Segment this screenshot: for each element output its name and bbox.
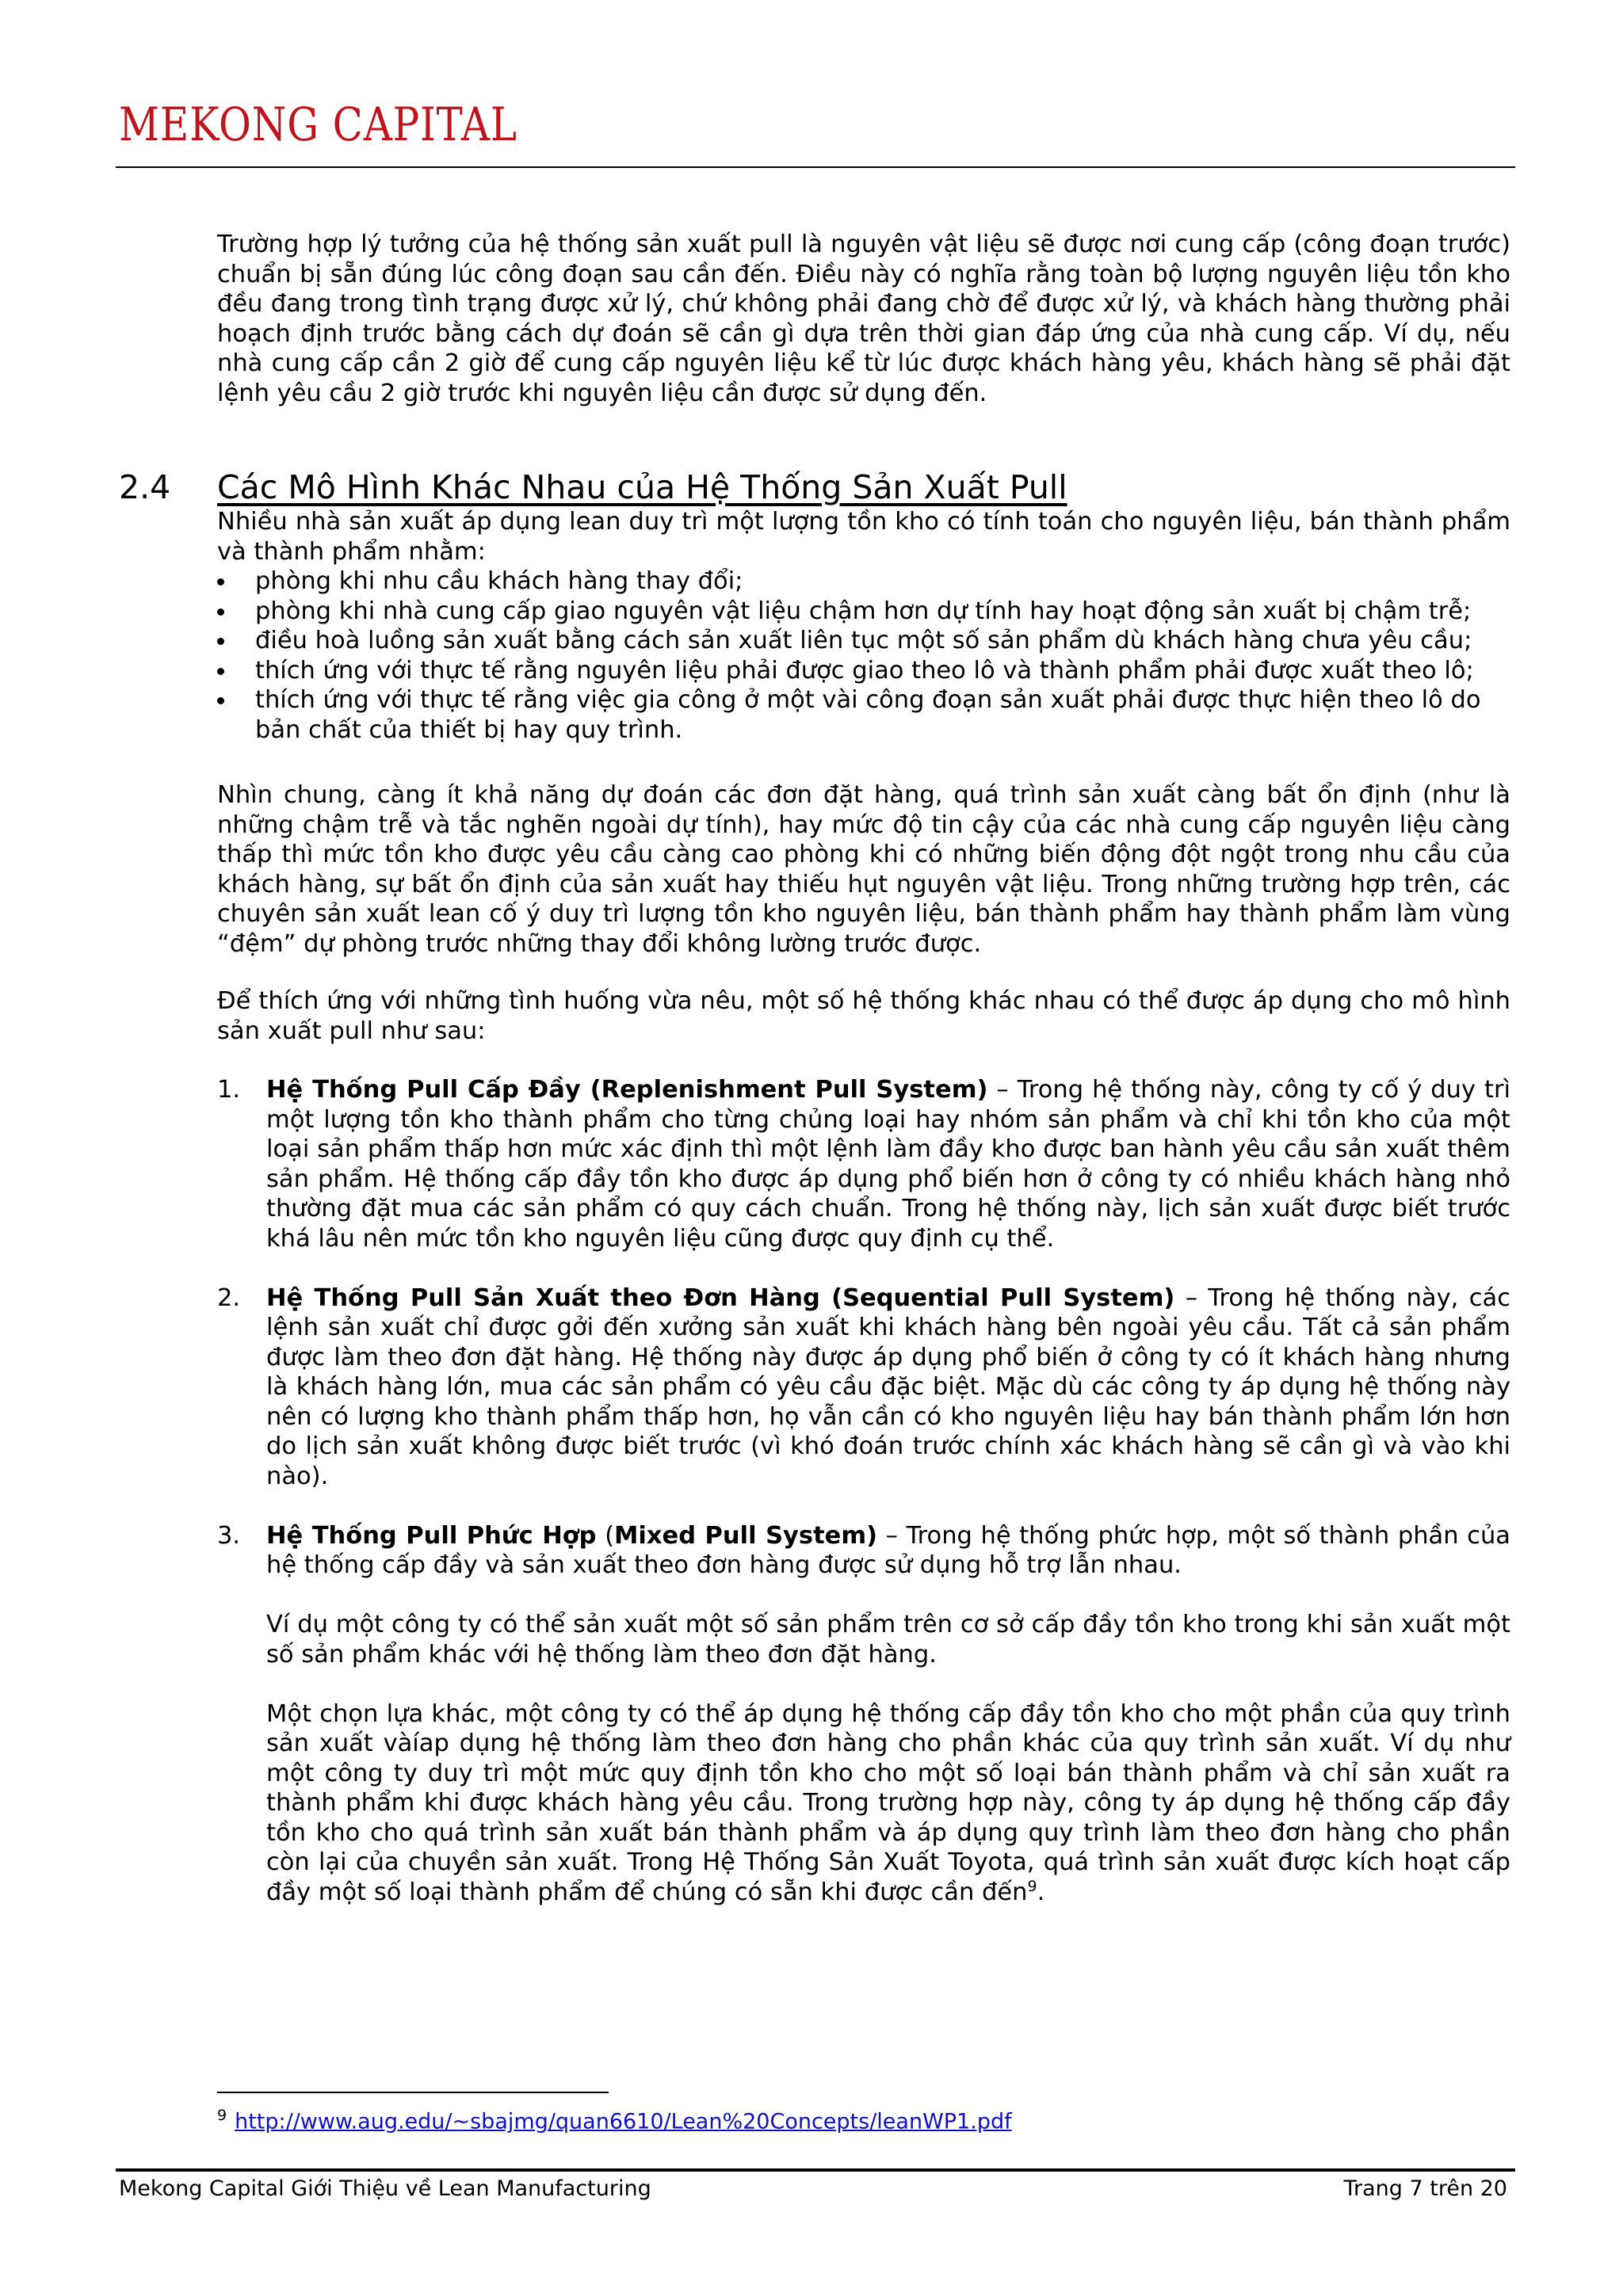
list-item-text: điều hoà luồng sản xuất bằng cách sản xuất liên tục một số sản phẩm dù khách hàng chưa yêu cầu; (255, 627, 1472, 654)
pull-systems-list (217, 1075, 1510, 1937)
footnote-reference[interactable]: 9 (1027, 1877, 1037, 1895)
adapt-paragraph-text: Để thích ứng với những tình huống vừa nêu, một số hệ thống khác nhau có thể được áp dụng cho mô hình sản xuất pull như sau: (217, 987, 1510, 1045)
reasons-list (217, 566, 1510, 745)
item-title: Hệ Thống Pull Sản Xuất theo Đơn Hàng (Sequential Pull System) (266, 1283, 1175, 1312)
footer-divider (116, 2168, 1515, 2172)
section-lead-text: Nhiều nhà sản xuất áp dụng lean duy trì một lượng tồn kho có tính toán cho nguyên liệu, bán thành phẩm và thành phẩm nhằm: (217, 508, 1510, 566)
item-paren: ( (596, 1521, 615, 1550)
footnote-mark: 9 (217, 2107, 227, 2124)
intro-paragraph (217, 230, 1510, 408)
item-body (266, 1075, 1510, 1253)
list-item (217, 597, 1510, 627)
list-item (217, 626, 1510, 656)
bullet-icon (217, 697, 224, 704)
header-divider (116, 166, 1515, 168)
general-paragraph-text: Nhìn chung, càng ít khả năng dự đoán các đơn đặt hàng, quá trình sản xuất càng bất ổn định (như là những chậm trễ và tắc nghẽn ngoài dự tính), hay mức độ tin cậy của các nhà cung cấp nguyên liệu càng thấp thì mức tồn kho được yêu cầu càng cao phòng khi có những biến động đột ngột trong nhu cầu của khách hàng, sự bất ổn định của sản xuất hay thiếu hụt nguyên vật liệu. Trong những trường hợp trên, các chuyên sản xuất lean cố ý duy trì lượng tồn kho nguyên liệu, bán thành phẩm hay thành phẩm làm vùng “đệm” dự phòng trước những thay đổi không lường trước được. (217, 781, 1510, 958)
item-sub-paragraph-2 (266, 1699, 1510, 1908)
item-title-english: Mixed Pull System) (614, 1521, 878, 1550)
list-item-text: thích ứng với thực tế rằng nguyên liệu phải được giao theo lô và thành phẩm phải được xuất theo lô; (255, 656, 1474, 685)
bullet-icon (217, 608, 224, 616)
item-text: – Trong hệ thống phức hợp, một số thành phần của hệ thống cấp đầy và sản xuất theo đơn hàng được sử dụng hỗ trợ lẫn nhau. (266, 1521, 1510, 1579)
section-number: 2.4 (119, 468, 171, 506)
numbered-item-replenishment (217, 1075, 1510, 1253)
item-title: Hệ Thống Pull Phức Hợp (266, 1521, 597, 1550)
item-body (266, 1521, 1510, 1581)
footnote-link[interactable]: http://www.aug.edu/~sbajmg/quan6610/Lean%20Concepts/leanWP1.pdf (235, 2109, 1012, 2134)
list-item-text: phòng khi nhu cầu khách hàng thay đổi; (255, 567, 743, 595)
bullet-icon (217, 668, 224, 675)
adapt-paragraph (217, 986, 1510, 1046)
bullet-icon (217, 638, 224, 645)
item-number: 3. (217, 1521, 241, 1550)
item-sub-end: . (1037, 1878, 1045, 1906)
intro-paragraph-text: Trường hợp lý tưởng của hệ thống sản xuất pull là nguyên vật liệu sẽ được nơi cung cấp (công đoạn trước) chuẩn bị sẵn đúng lúc công đoạn sau cần đến. Điều này có nghĩa rằng toàn bộ lượng nguyên liệu tồn kho đều đang trong tình trạng được xử lý, chứ không phải đang chờ để được xử lý, và khách hàng thường phải hoạch định trước bằng cách dự đoán sẽ cần gì dựa trên thời gian đáp ứng của nhà cung cấp. Ví dụ, nếu nhà cung cấp cần 2 giờ để cung cấp nguyên liệu kể từ lúc được khách hàng yêu, khách hàng sẽ phải đặt lệnh yêu cầu 2 giờ trước khi nguyên liệu cần được sử dụng đến. (217, 231, 1510, 407)
section-title: Các Mô Hình Khác Nhau của Hệ Thống Sản Xuất Pull (217, 468, 1067, 506)
item-sub-text: Một chọn lựa khác, một công ty có thể áp dụng hệ thống cấp đầy tồn kho cho một phần của quy trình sản xuất vàíap dụng hệ thống làm theo đơn hàng cho phần khác của quy trình sản xuất. Ví dụ như một công ty duy trì một mức quy định tồn kho cho một số loại bán thành phẩm và chỉ sản xuất ra thành phẩm khi được khách hàng yêu cầu. Trong trường hợp này, công ty áp dụng hệ thống cấp đầy tồn kho cho quá trình sản xuất bán thành phẩm và áp dụng quy trình làm theo đơn hàng cho phần còn lại của chuyền sản xuất. Trong Hệ Thống Sản Xuất Toyota, quá trình sản xuất được kích hoạt cấp đầy một số loại thành phẩm để chúng có sẵn khi được cần đến (266, 1699, 1510, 1906)
footer-title: Mekong Capital Giới Thiệu về Lean Manufacturing (119, 2176, 651, 2201)
bullet-icon (217, 578, 224, 585)
section-lead (217, 507, 1510, 566)
list-item-text: phòng khi nhà cung cấp giao nguyên vật liệu chậm hơn dự tính hay hoạt động sản xuất bị chậm trễ; (255, 597, 1472, 625)
page-number: Trang 7 trên 20 (1343, 2176, 1507, 2201)
item-text: – Trong hệ thống này, các lệnh sản xuất chỉ được gởi đến xưởng sản xuất khi khách hàng bên ngoài yêu cầu. Tất cả sản phẩm được làm theo đơn đặt hàng. Hệ thống này được áp dụng phổ biến ở công ty có ít khách hàng nhưng là khách hàng lớn, mua các sản phẩm có yêu cầu đặc biệt. Mặc dù các công ty áp dụng hệ thống này nên có lượng kho thành phẩm thấp hơn, họ vẫn cần có kho nguyên liệu hay bán thành phẩm lớn hơn do lịch sản xuất không được biết trước (vì khó đoán trước chính xác khách hàng sẽ cần gì và vào khi nào). (266, 1283, 1510, 1490)
footnote-divider (217, 2092, 609, 2093)
list-item (217, 566, 1510, 597)
footnote (217, 2101, 1012, 2136)
numbered-item-sequential (217, 1283, 1510, 1492)
item-text: – Trong hệ thống này, công ty cố ý duy trì một lượng tồn kho thành phẩm cho từng chủng loại hay nhóm sản phẩm và chỉ khi tồn kho của một loại sản phẩm thấp hơn mức xác định thì một lệnh làm đầy kho được ban hành yêu cầu sản xuất thêm sản phẩm. Hệ thống cấp đầy tồn kho được áp dụng phổ biến hơn ở công ty có nhiều khách hàng nhỏ thường đặt mua các sản phẩm có quy cách chuẩn. Trong hệ thống này, lịch sản xuất được biết trước khá lâu nên mức tồn kho nguyên liệu cũng được quy định cụ thể. (266, 1076, 1510, 1253)
item-body (266, 1283, 1510, 1492)
list-item (217, 685, 1510, 745)
item-sub-paragraph-1: Ví dụ một công ty có thể sản xuất một số sản phẩm trên cơ sở cấp đầy tồn kho trong khi sản xuất một số sản phẩm khác với hệ thống làm theo đơn đặt hàng. (266, 1611, 1510, 1669)
numbered-item-mixed (217, 1521, 1510, 1908)
list-item-text: thích ứng với thực tế rằng việc gia công ở một vài công đoạn sản xuất phải được thực hiện theo lô do bản chất của thiết bị hay quy trình. (255, 686, 1481, 744)
item-number: 1. (217, 1076, 241, 1104)
item-title: Hệ Thống Pull Cấp Đầy (Replenishment Pull System) (266, 1076, 988, 1104)
list-item (217, 656, 1510, 686)
item-number: 2. (217, 1283, 241, 1312)
general-paragraph (217, 780, 1510, 959)
mekong-capital-logo: MEKONG CAPITAL (119, 97, 517, 151)
